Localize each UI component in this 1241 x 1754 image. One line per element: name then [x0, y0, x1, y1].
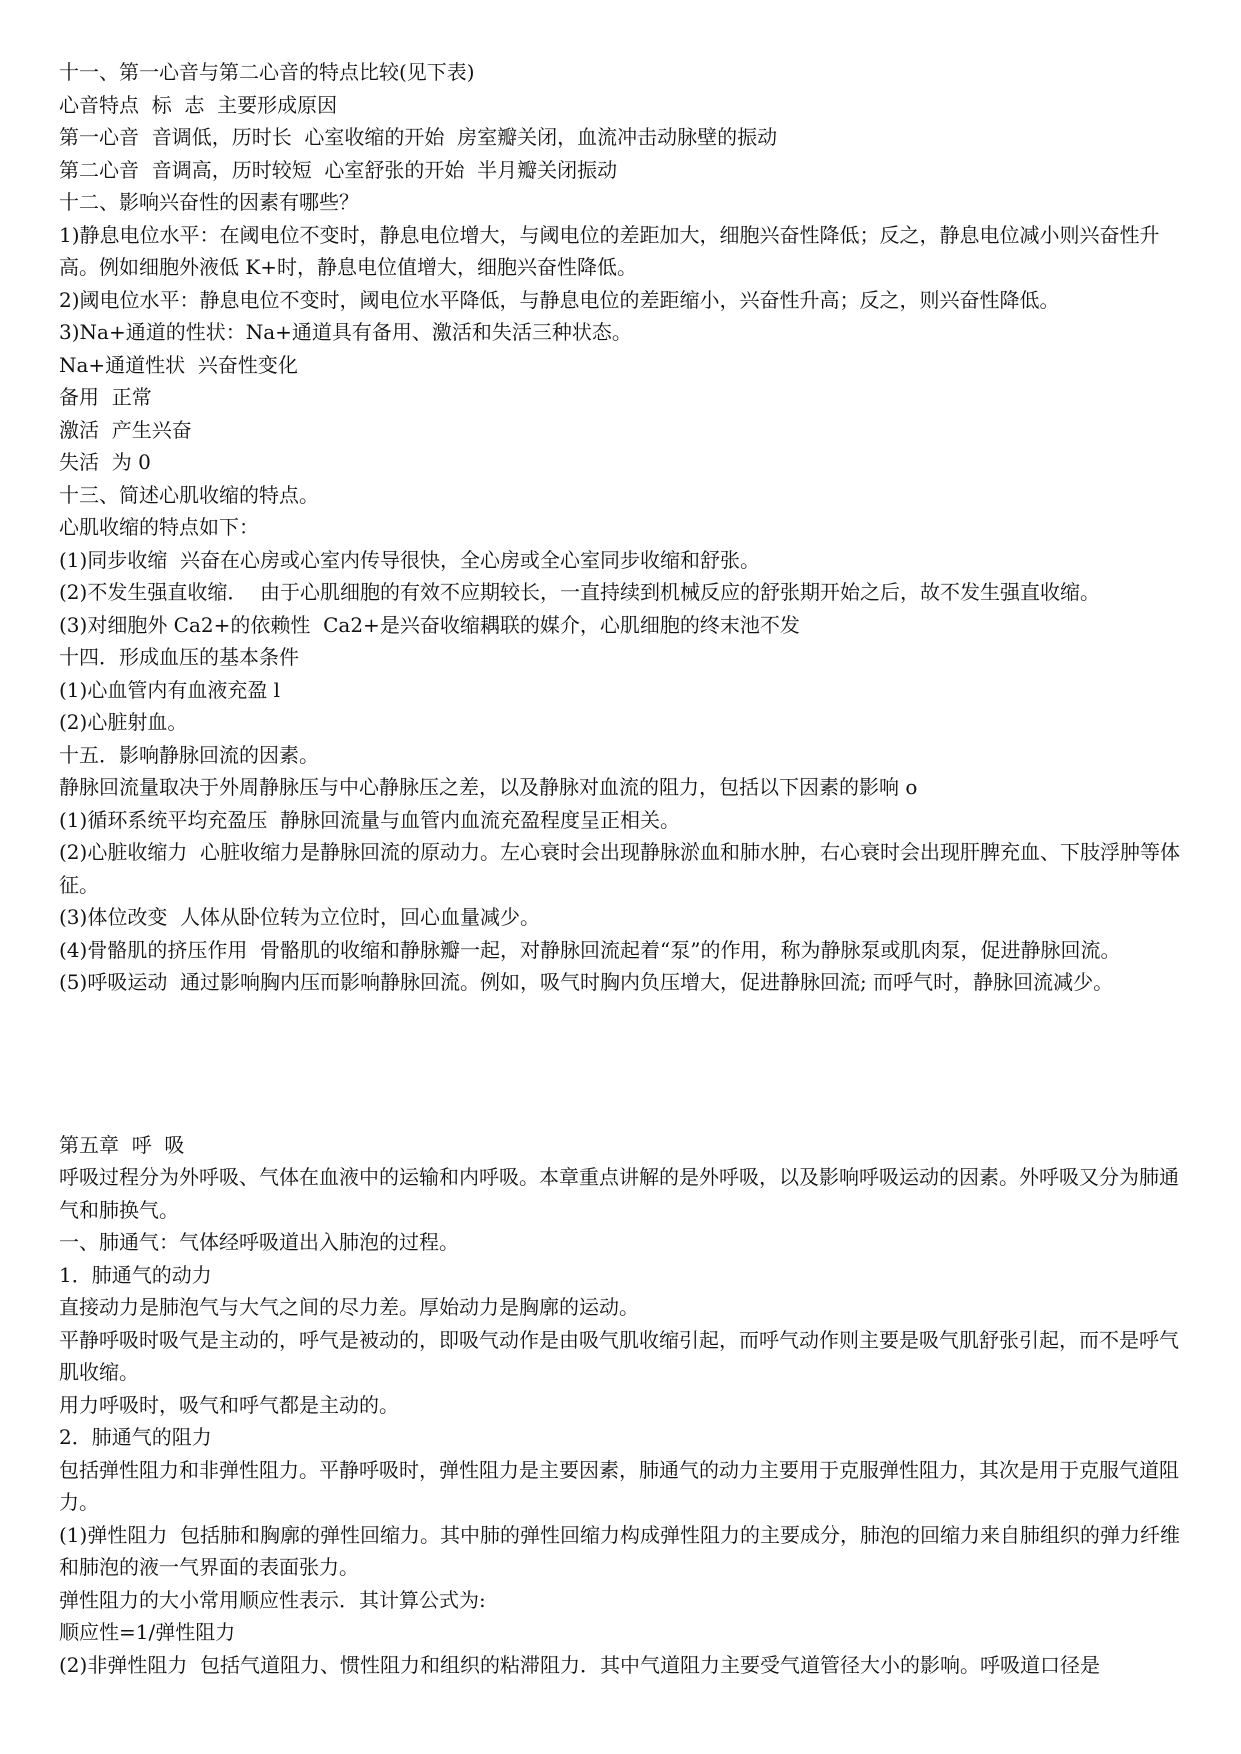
- list-item-calcium-dependence: (3)对细胞外 Ca2+的依赖性 Ca2+是兴奋收缩耦联的媒介，心肌细胞的终末池不发: [59, 612, 800, 637]
- paragraph-respiration-intro: 呼吸过程分为外呼吸、气体在血液中的运输和内呼吸。本章重点讲解的是外呼吸，以及影响呼吸运动的因素。外呼吸又分为肺通气和肺换气。: [59, 1165, 1179, 1222]
- paragraph-na-channel: 3)Na+通道的性状：Na+通道具有备用、激活和失活三种状态。: [59, 320, 632, 344]
- paragraph-resistance-types: 包括弹性阻力和非弹性阻力。平静呼吸时，弹性阻力是主要因素，肺通气的动力主要用于克服弹性阻力，其次是用于克服气道阻力。: [59, 1457, 1179, 1514]
- paragraph-venous-return-intro: 静脉回流量取决于外周静脉压与中心静脉压之差，以及静脉对血流的阻力，包括以下因素的影响 o: [59, 775, 918, 799]
- table-header-na-channel: Na+通道性状 兴奋性变化: [59, 352, 298, 377]
- table-row-first-heart-sound: 第一心音 音调低，历时长 心室收缩的开始 房室瓣关闭，血流冲击动脉壁的振动: [59, 125, 778, 149]
- subheading-ventilation-resistance: 2．肺通气的阻力: [59, 1425, 212, 1449]
- list-item-cardiac-ejection: (2)心脏射血。: [59, 710, 188, 734]
- section-cardiovascular: [59, 56, 1191, 999]
- heading-heart-sounds: 十一、第一心音与第二心音的特点比较(见下表): [59, 60, 475, 84]
- list-item-cardiac-contractility: (2)心脏收缩力 心脏收缩力是静脉回流的原动力。左心衰时会出现静脉淤血和肺水肿，右心衰时会出现肝脾充血、下肢浮肿等体征。: [59, 840, 1181, 897]
- list-item-elastic-resistance: (1)弹性阻力 包括肺和胸廓的弹性回缩力。其中肺的弹性回缩力构成弹性阻力的主要成分，肺泡的回缩力来自肺组织的弹力纤维和肺泡的液一气界面的表面张力。: [59, 1522, 1181, 1579]
- section-spacer: [59, 999, 1191, 1129]
- chapter-title: 第五章 呼 吸: [59, 1132, 185, 1157]
- heading-blood-pressure-conditions: 十四．形成血压的基本条件: [59, 645, 299, 669]
- table-row-activated: 激活 产生兴奋: [59, 417, 192, 442]
- list-item-inelastic-resistance: (2)非弹性阻力 包括气道阻力、惯性阻力和组织的粘滞阻力．其中气道阻力主要受气道管径大小的影响。呼吸道口径是: [59, 1652, 1101, 1677]
- document-page: [59, 56, 1191, 1681]
- table-header-heart-sounds: 心音特点 标 志 主要形成原因: [59, 92, 338, 117]
- paragraph-direct-force: 直接动力是肺泡气与大气之间的尽力差。厚始动力是胸廓的运动。: [59, 1295, 639, 1319]
- table-row-standby: 备用 正常: [59, 385, 152, 409]
- paragraph-resting-potential: 1)静息电位水平：在阈电位不变时，静息电位增大，与阈电位的差距加大，细胞兴奋性降低；反之，静息电位减小则兴奋性升高。例如细胞外液低 K+时，静息电位值增大，细胞兴奋性降低。: [59, 222, 1160, 279]
- heading-pulmonary-ventilation: 一、肺通气：气体经呼吸道出入肺泡的过程。: [59, 1230, 459, 1254]
- table-row-inactivated: 失活 为 0: [59, 450, 151, 474]
- list-item-blood-filling: (1)心血管内有血液充盈 l: [59, 677, 281, 702]
- formula-compliance: 顺应性=1/弹性阻力: [59, 1620, 236, 1644]
- list-item-synchronous-contraction: (1)同步收缩 兴奋在心房或心室内传导很快，全心房或全心室同步收缩和舒张。: [59, 547, 761, 572]
- paragraph-compliance: 弹性阻力的大小常用顺应性表示．其计算公式为:: [59, 1587, 486, 1612]
- subheading-ventilation-force: 1．肺通气的动力: [59, 1262, 212, 1287]
- list-item-body-position: (3)体位改变 人体从卧位转为立位时，回心血量减少。: [59, 905, 541, 929]
- list-item-muscle-pump: (4)骨骼肌的挤压作用 骨骼肌的收缩和静脉瓣一起，对静脉回流起着“泵”的作用，称为静脉泵或肌肉泵，促进静脉回流。: [59, 937, 1121, 962]
- list-item-no-tetanus: (2)不发生强直收缩． 由于心肌细胞的有效不应期较长，一直持续到机械反应的舒张期开始之后，故不发生强直收缩。: [59, 580, 1101, 604]
- section-respiration: [59, 1129, 1191, 1682]
- heading-venous-return: 十五．影响静脉回流的因素。: [59, 742, 319, 767]
- list-item-respiratory-movement: (5)呼吸运动 通过影响胸内压而影响静脉回流。例如，吸气时胸内负压增大，促进静脉回流; 而呼气时，静脉回流减少。: [59, 970, 1114, 994]
- heading-excitability-factors: 十二、影响兴奋性的因素有哪些？: [59, 190, 359, 214]
- paragraph-forced-breathing: 用力呼吸时，吸气和呼气都是主动的。: [59, 1392, 399, 1417]
- list-item-mean-filling-pressure: (1)循环系统平均充盈压 静脉回流量与血管内血流充盈程度呈正相关。: [59, 807, 681, 832]
- paragraph-quiet-breathing: 平静呼吸时吸气是主动的，呼气是被动的，即吸气动作是由吸气肌收缩引起，而呼气动作则主要是吸气肌舒张引起，而不是呼气肌收缩。: [59, 1327, 1179, 1384]
- heading-myocardial-contraction: 十三、简述心肌收缩的特点。: [59, 482, 319, 507]
- paragraph-threshold-potential: 2)阈电位水平：静息电位不变时，阈电位水平降低，与静息电位的差距缩小，兴奋性升高；反之，则兴奋性降低。: [59, 287, 1060, 312]
- paragraph-contraction-intro: 心肌收缩的特点如下：: [59, 515, 259, 539]
- table-row-second-heart-sound: 第二心音 音调高，历时较短 心室舒张的开始 半月瓣关闭振动: [59, 157, 618, 182]
